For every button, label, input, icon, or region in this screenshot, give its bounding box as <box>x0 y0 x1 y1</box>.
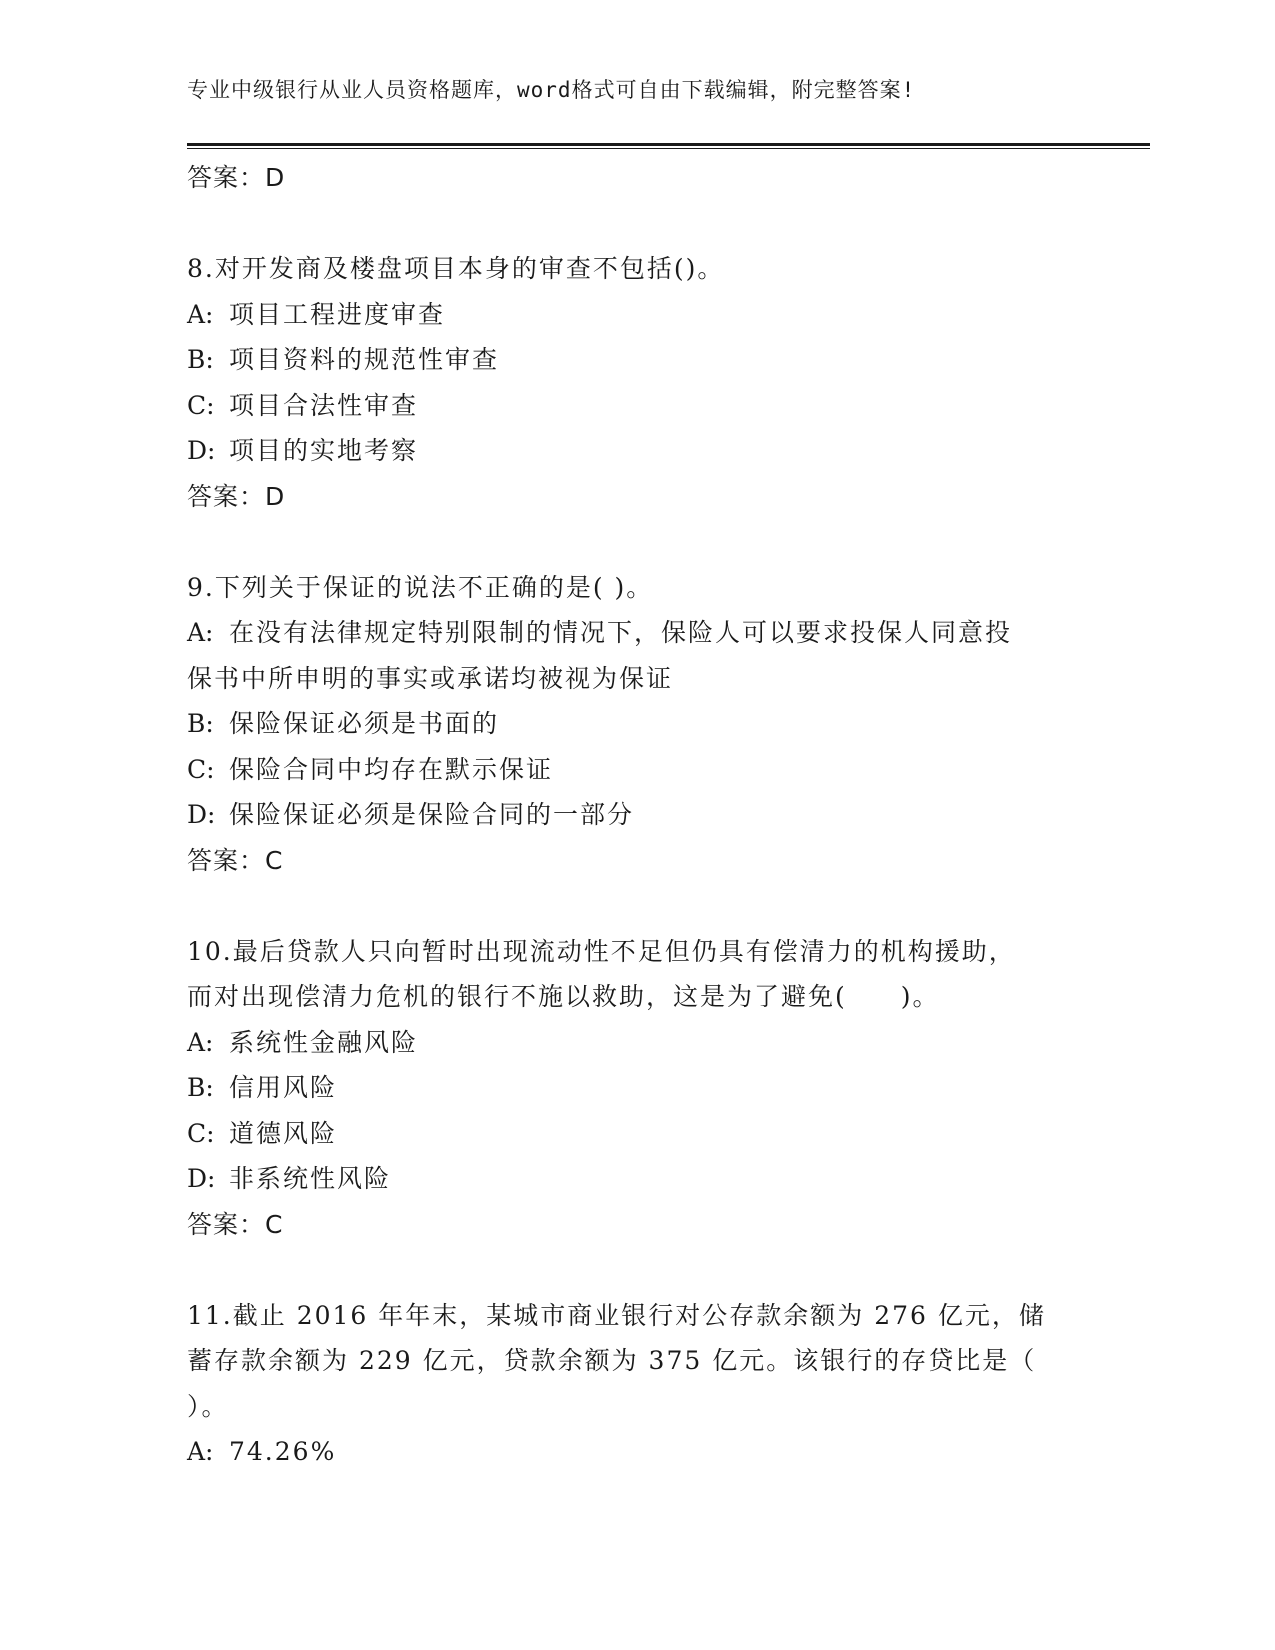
option-text: 项目资料的规范性审查 <box>229 345 500 374</box>
option-label: A: <box>187 618 214 647</box>
previous-answer: 答案：D <box>187 163 286 192</box>
question-stem: 10.最后贷款人只向暂时出现流动性不足但仍具有偿清力的机构援助， <box>187 936 1016 966</box>
option-a <box>187 1429 1087 1475</box>
option-a <box>187 610 1087 656</box>
option-text: 保险保证必须是保险合同的一部分 <box>229 800 635 829</box>
question-stem: 9.下列关于保证的说法不正确的是( )。 <box>187 572 654 602</box>
option-label: C: <box>187 1118 215 1148</box>
option-a-continued: 保书中所申明的事实或承诺均被视为保证 <box>187 663 674 693</box>
option-text: 非系统性风险 <box>229 1164 392 1193</box>
option-text: 项目的实地考察 <box>229 436 419 465</box>
option-label: A: <box>187 1027 214 1057</box>
option-label: D: <box>187 800 216 829</box>
option-text: 保险合同中均存在默示保证 <box>229 754 554 784</box>
option-label: D: <box>187 436 216 465</box>
page-header: 专业中级银行从业人员资格题库，word格式可自由下载编辑，附完整答案! <box>187 78 916 102</box>
option-c <box>187 747 1087 793</box>
option-text: 74.26% <box>229 1437 337 1466</box>
option-label: C: <box>187 754 215 784</box>
option-text: 保险保证必须是书面的 <box>229 709 500 738</box>
option-a <box>187 1020 1087 1066</box>
question-9 <box>187 565 1087 884</box>
option-d <box>187 792 1087 838</box>
question-stem-continued: ）。 <box>187 1391 229 1421</box>
option-b <box>187 337 1087 383</box>
question-content <box>187 155 1087 1475</box>
option-d <box>187 428 1087 474</box>
question-stem: 8.对开发商及楼盘项目本身的审查不包括()。 <box>187 254 725 283</box>
question-stem-continued: 蓄存款余额为 229 亿元，贷款余额为 375 亿元。该银行的存贷比是（ <box>187 1346 1037 1375</box>
option-d <box>187 1156 1087 1202</box>
option-label: A: <box>187 299 214 329</box>
option-label: D: <box>187 1164 216 1193</box>
option-text: 道德风险 <box>229 1118 338 1148</box>
option-label: C: <box>187 390 215 420</box>
option-text: 系统性金融风险 <box>229 1027 419 1057</box>
option-label: B: <box>187 709 214 738</box>
answer: 答案：D <box>187 481 286 511</box>
option-c <box>187 1111 1087 1157</box>
header-rule-thin <box>187 148 1150 149</box>
option-text: 项目合法性审查 <box>229 390 419 420</box>
option-text: 信用风险 <box>229 1073 338 1102</box>
header-rule <box>187 143 1150 146</box>
answer: 答案：C <box>187 845 284 875</box>
option-text: 项目工程进度审查 <box>229 299 446 329</box>
answer: 答案：C <box>187 1209 284 1239</box>
question-11 <box>187 1293 1087 1475</box>
option-b <box>187 701 1087 747</box>
option-label: B: <box>187 1073 214 1102</box>
question-stem: 11.截止 2016 年年末，某城市商业银行对公存款余额为 276 亿元，储 <box>187 1300 1046 1330</box>
option-label: A: <box>187 1437 214 1466</box>
option-c <box>187 383 1087 429</box>
option-text: 在没有法律规定特别限制的情况下，保险人可以要求投保人同意投 <box>229 618 1013 647</box>
question-10 <box>187 929 1087 1248</box>
option-b <box>187 1065 1087 1111</box>
question-8 <box>187 246 1087 519</box>
question-stem-continued: 而对出现偿清力危机的银行不施以救助，这是为了避免( )。 <box>187 982 940 1011</box>
option-a <box>187 292 1087 338</box>
option-label: B: <box>187 345 214 374</box>
